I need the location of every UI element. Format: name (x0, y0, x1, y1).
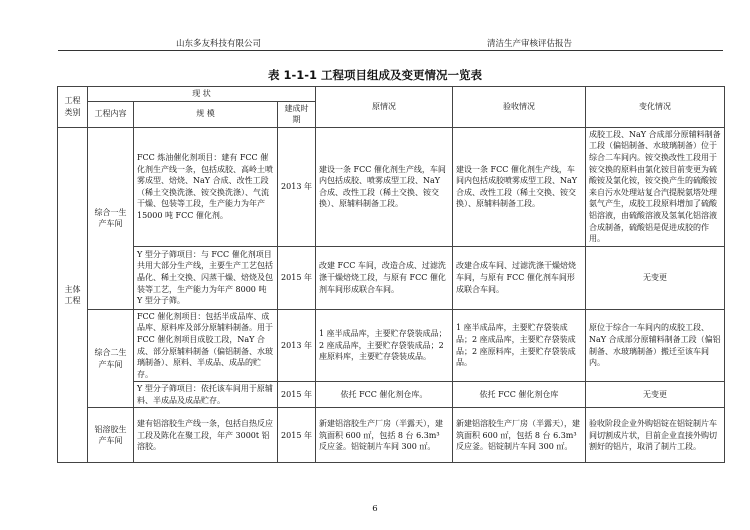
header-company: 山东多友科技有限公司 (176, 39, 262, 49)
project-table (57, 86, 725, 463)
main-category-cell: 主体工程 (58, 127, 88, 463)
header-current: 现 状 (88, 87, 316, 102)
change-cell: 验收阶段企业外购铝锭在铝锭制片车间切割成片状，目前企业直接外购切割好的铝片，取消了制片工段。 (586, 408, 725, 463)
table-header-row (58, 87, 725, 102)
table-row (58, 382, 725, 408)
change-cell: 无变更 (586, 382, 725, 408)
header-original: 原情况 (316, 87, 453, 128)
scale-cell: FCC 炼油催化剂项目：建有 FCC 催化剂生产线一条，包括成胶、高岭土喷雾成型、焙烧、NaY 合成、改性工段（稀土交换洗涤、铵交换洗涤）、气流干燥、包装等工段，生产能力为年产 15000 吨 FCC 催化剂。 (134, 127, 278, 246)
acceptance-cell: 改建合成车间、过滤洗涤干燥焙烧车间，与原有 FCC 催化剂车间形成联合车间。 (453, 246, 586, 309)
acceptance-cell: 建设一条 FCC 催化剂生产线，车间内包括成胶喷雾成型工段、NaY 合成、改性工段（稀土交换、铵交换）、原辅料制备工段。 (453, 127, 586, 246)
change-cell: 成胶工段、NaY 合成部分原辅料制备工段（偏铝制备、水玻璃制备）位于综合二车间内。铵交换改性工段用于铵交换的原料由氯化铵目前变更为硫酸铵及氯化铵，铵交换产生的硫酸铵来自污水处理站复合汽提脱氨塔处理氨气产生，成胶工段原料增加了硫酸铝溶液，由硫酸溶液及氢氧化铝溶液合成制备，硫酸铝是促进成胶的作用。 (586, 127, 725, 246)
scale-cell: Y 型分子筛项目：依托该车间用于原辅料、半成品及成品贮存。 (134, 382, 278, 408)
header-acceptance: 验收情况 (453, 87, 586, 128)
scale-cell: Y 型分子筛项目：与 FCC 催化剂项目共用大部分生产线，主要生产工艺包括晶化、稀土交换、闪蒸干燥、焙烧及包装等工艺，生产能力为年产 8000 吨 Y 型分子筛。 (134, 246, 278, 309)
header-content: 工程内容 (88, 101, 134, 127)
change-cell: 原位于综合一车间内的成胶工段、NaY 合成部分原辅料制备工段（偏铝制备、水玻璃制备）搬迁至该车间内。 (586, 309, 725, 382)
table-title: 表 1-1-1 工程项目组成及变更情况一览表 (267, 68, 483, 82)
scale-cell: 建有铝溶胶生产线一条，包括自热反应工段及陈化在聚工段，年产 3000t 铝溶胶。 (134, 408, 278, 463)
period-cell: 2013 年 (278, 309, 316, 382)
page-number: 6 (372, 504, 378, 514)
table-row (58, 246, 725, 309)
period-cell: 2015 年 (278, 246, 316, 309)
period-cell: 2015 年 (278, 408, 316, 463)
acceptance-cell: 依托 FCC 催化剂仓库 (453, 382, 586, 408)
header-period: 建成时期 (278, 101, 316, 127)
original-cell: 改建 FCC 车间，改造合成、过滤洗涤干燥焙烧工段，与原有 FCC 催化剂车间形成联合车间。 (316, 246, 453, 309)
table-row (58, 309, 725, 382)
acceptance-cell: 1 座半成品库，主要贮存袋装成品；2 座成品库，主要贮存袋装成品；2 座原料库，主要贮存袋装成品。 (453, 309, 586, 382)
content-cell: 综合一生产车间 (88, 127, 134, 309)
header-divider (58, 50, 723, 51)
content-cell: 综合二生产车间 (88, 309, 134, 408)
period-cell: 2013 年 (278, 127, 316, 246)
original-cell: 新建铝溶胶生产厂房（半露天），建筑面积 600 ㎡，包括 8 台 6.3m³ 反应釜。铝锭制片车间 300 ㎡。 (316, 408, 453, 463)
acceptance-cell: 新建铝溶胶生产厂房（半露天），建筑面积 600 ㎡，包括 8 台 6.3m³ 反应釜。铝锭制片车间 300 ㎡。 (453, 408, 586, 463)
table-row (58, 408, 725, 463)
scale-cell: FCC 催化剂项目：包括半成品库、成品库、原料库及部分原辅料制备。用于 FCC 催化剂项目成胶工段，NaY 合成、部分原辅料制备（偏铝制备、水玻璃制备）、原料、半成品、成品的贮存。 (134, 309, 278, 382)
header-category: 工程类别 (58, 87, 88, 128)
header-change: 变化情况 (586, 87, 725, 128)
original-cell: 建设一条 FCC 催化剂生产线，车间内包括成胶、喷雾成型工段、NaY 合成、改性工段（稀土交换、铵交换）、原辅料制备工段。 (316, 127, 453, 246)
content-cell: 铝溶胶生产车间 (88, 408, 134, 463)
header-report-title: 清洁生产审核评估报告 (487, 39, 573, 49)
original-cell: 1 座半成品库，主要贮存袋装成品；2 座成品库，主要贮存袋装成品；2 座原料库，主要贮存袋装成品。 (316, 309, 453, 382)
period-cell: 2015 年 (278, 382, 316, 408)
table-row (58, 127, 725, 246)
change-cell: 无变更 (586, 246, 725, 309)
original-cell: 依托 FCC 催化剂仓库。 (316, 382, 453, 408)
header-scale: 规 模 (134, 101, 278, 127)
